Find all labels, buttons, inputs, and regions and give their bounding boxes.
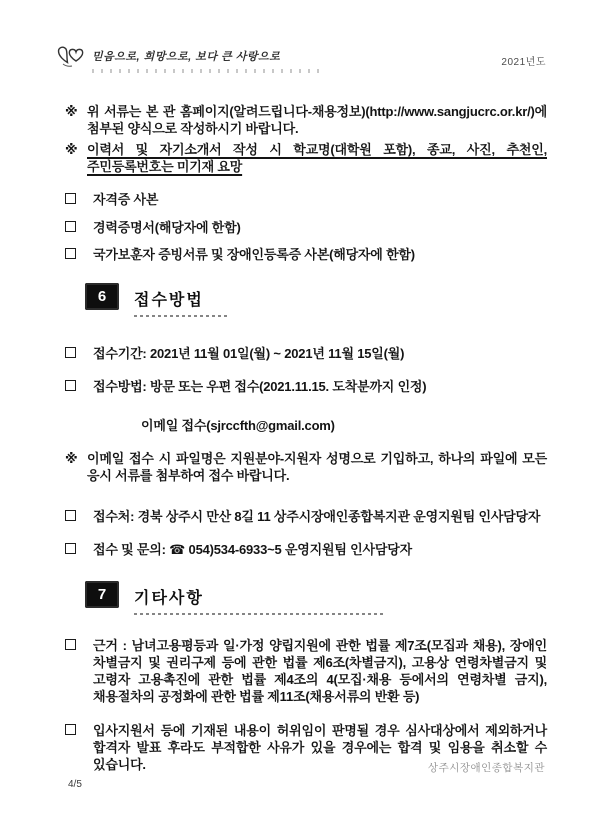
header-brand [56,42,322,77]
section-apply-header [85,283,230,317]
doc-item-label: 경력증명서(해당자에 한함) [93,220,241,235]
reference-mark-icon: ※ [65,104,78,119]
doc-item-label: 국가보훈자 증빙서류 및 장애인등록증 사본(해당자에 한함) [93,247,415,262]
legal-basis-item [65,637,547,705]
checkbox-icon [65,248,76,259]
apply-method-text: 접수방법: 방문 또는 우편 접수(2021.11.15. 도착분까지 인정) [93,379,427,394]
doc-item-label: 자격증 사본 [93,192,159,207]
header-slogan: 믿음으로, 희망으로, 보다 큰 사랑으로 [92,51,281,63]
note-form-source-text: 위 서류는 본 관 홈페이지(알려드립니다-채용정보)(http://www.sangjucrc.or.kr/)에 첨부된 양식으로 작성하시기 바랍니다. [87,104,547,136]
slogan-subtext-artifact [92,69,322,73]
email-filename-note [65,450,547,484]
apply-contact-text: 접수 및 문의: ☎ 054)534-6933~5 운영지원팀 인사담당자 [93,542,412,557]
false-info-text: 입사지원서 등에 기재된 내용이 허위임이 판명될 경우 심사대상에서 제외하거나 합격자 발표 후라도 부적합한 사유가 있을 경우에는 합격 및 임용을 취소할 수 있습니다. [93,723,547,772]
apply-contact-item [65,541,547,558]
title-underline-decoration [134,613,386,615]
doc-item-career [65,219,547,236]
apply-period-text: 접수기간: 2021년 11월 01일(월) ~ 2021년 11월 15일(월) [93,346,405,361]
org-logo-icon [56,44,86,77]
apply-method-item [65,378,547,395]
apply-email-line: 이메일 접수(sjrccfth@gmail.com) [141,418,335,433]
legal-basis-text: 근거 : 남녀고용평등과 일·가정 양립지원에 관한 법률 제7조(모집과 채용), 장애인 차별금지 및 권리구제 등에 관한 법률 제6조(차별금지), 고용상 연령차별금지 및 고령자 고용촉진에 관한 법률 제4조의 4(모집·채용 등에서의 연령차별 금지), 채용절차의 공정화에 관한 법률 제11조(채용서류의 반환 등) [93,638,547,704]
note-resume-guideline [65,141,547,175]
section-number-badge: 7 [85,581,119,608]
checkbox-icon [65,347,76,358]
checkbox-icon [65,193,76,204]
checkbox-icon [65,639,76,650]
doc-item-veteran-disability [65,246,547,263]
checkbox-icon [65,543,76,554]
section-number-badge: 6 [85,283,119,310]
checkbox-icon [65,724,76,735]
checkbox-icon [65,221,76,232]
apply-address-text: 접수처: 경북 상주시 만산 8길 11 상주시장애인종합복지관 운영지원팀 인사담당자 [93,509,541,524]
year-label: 2021년도 [501,57,546,68]
checkbox-icon [65,380,76,391]
note-resume-guideline-text: 이력서 및 자기소개서 작성 시 학교명(대학원 포함), 종교, 사진, 추천인, 주민등록번호는 미기재 요망 [87,142,547,174]
note-form-source [65,103,547,137]
doc-item-certificate [65,191,547,208]
reference-mark-icon: ※ [65,142,78,157]
apply-period-item [65,345,547,362]
section-etc-title: 기타사항 [134,590,204,607]
footer-organization: 상주시장애인종합복지관 [427,762,545,774]
title-underline-decoration [134,315,230,317]
reference-mark-icon: ※ [65,451,78,466]
page-number: 4/5 [68,779,82,790]
apply-address-item [65,508,547,525]
section-apply-title: 접수방법 [134,292,204,309]
checkbox-icon [65,510,76,521]
section-etc-header [85,581,386,615]
email-filename-note-text: 이메일 접수 시 파일명은 지원분야-지원자 성명으로 기입하고, 하나의 파일에 모든 응시 서류를 첨부하여 접수 바랍니다. [87,451,547,483]
